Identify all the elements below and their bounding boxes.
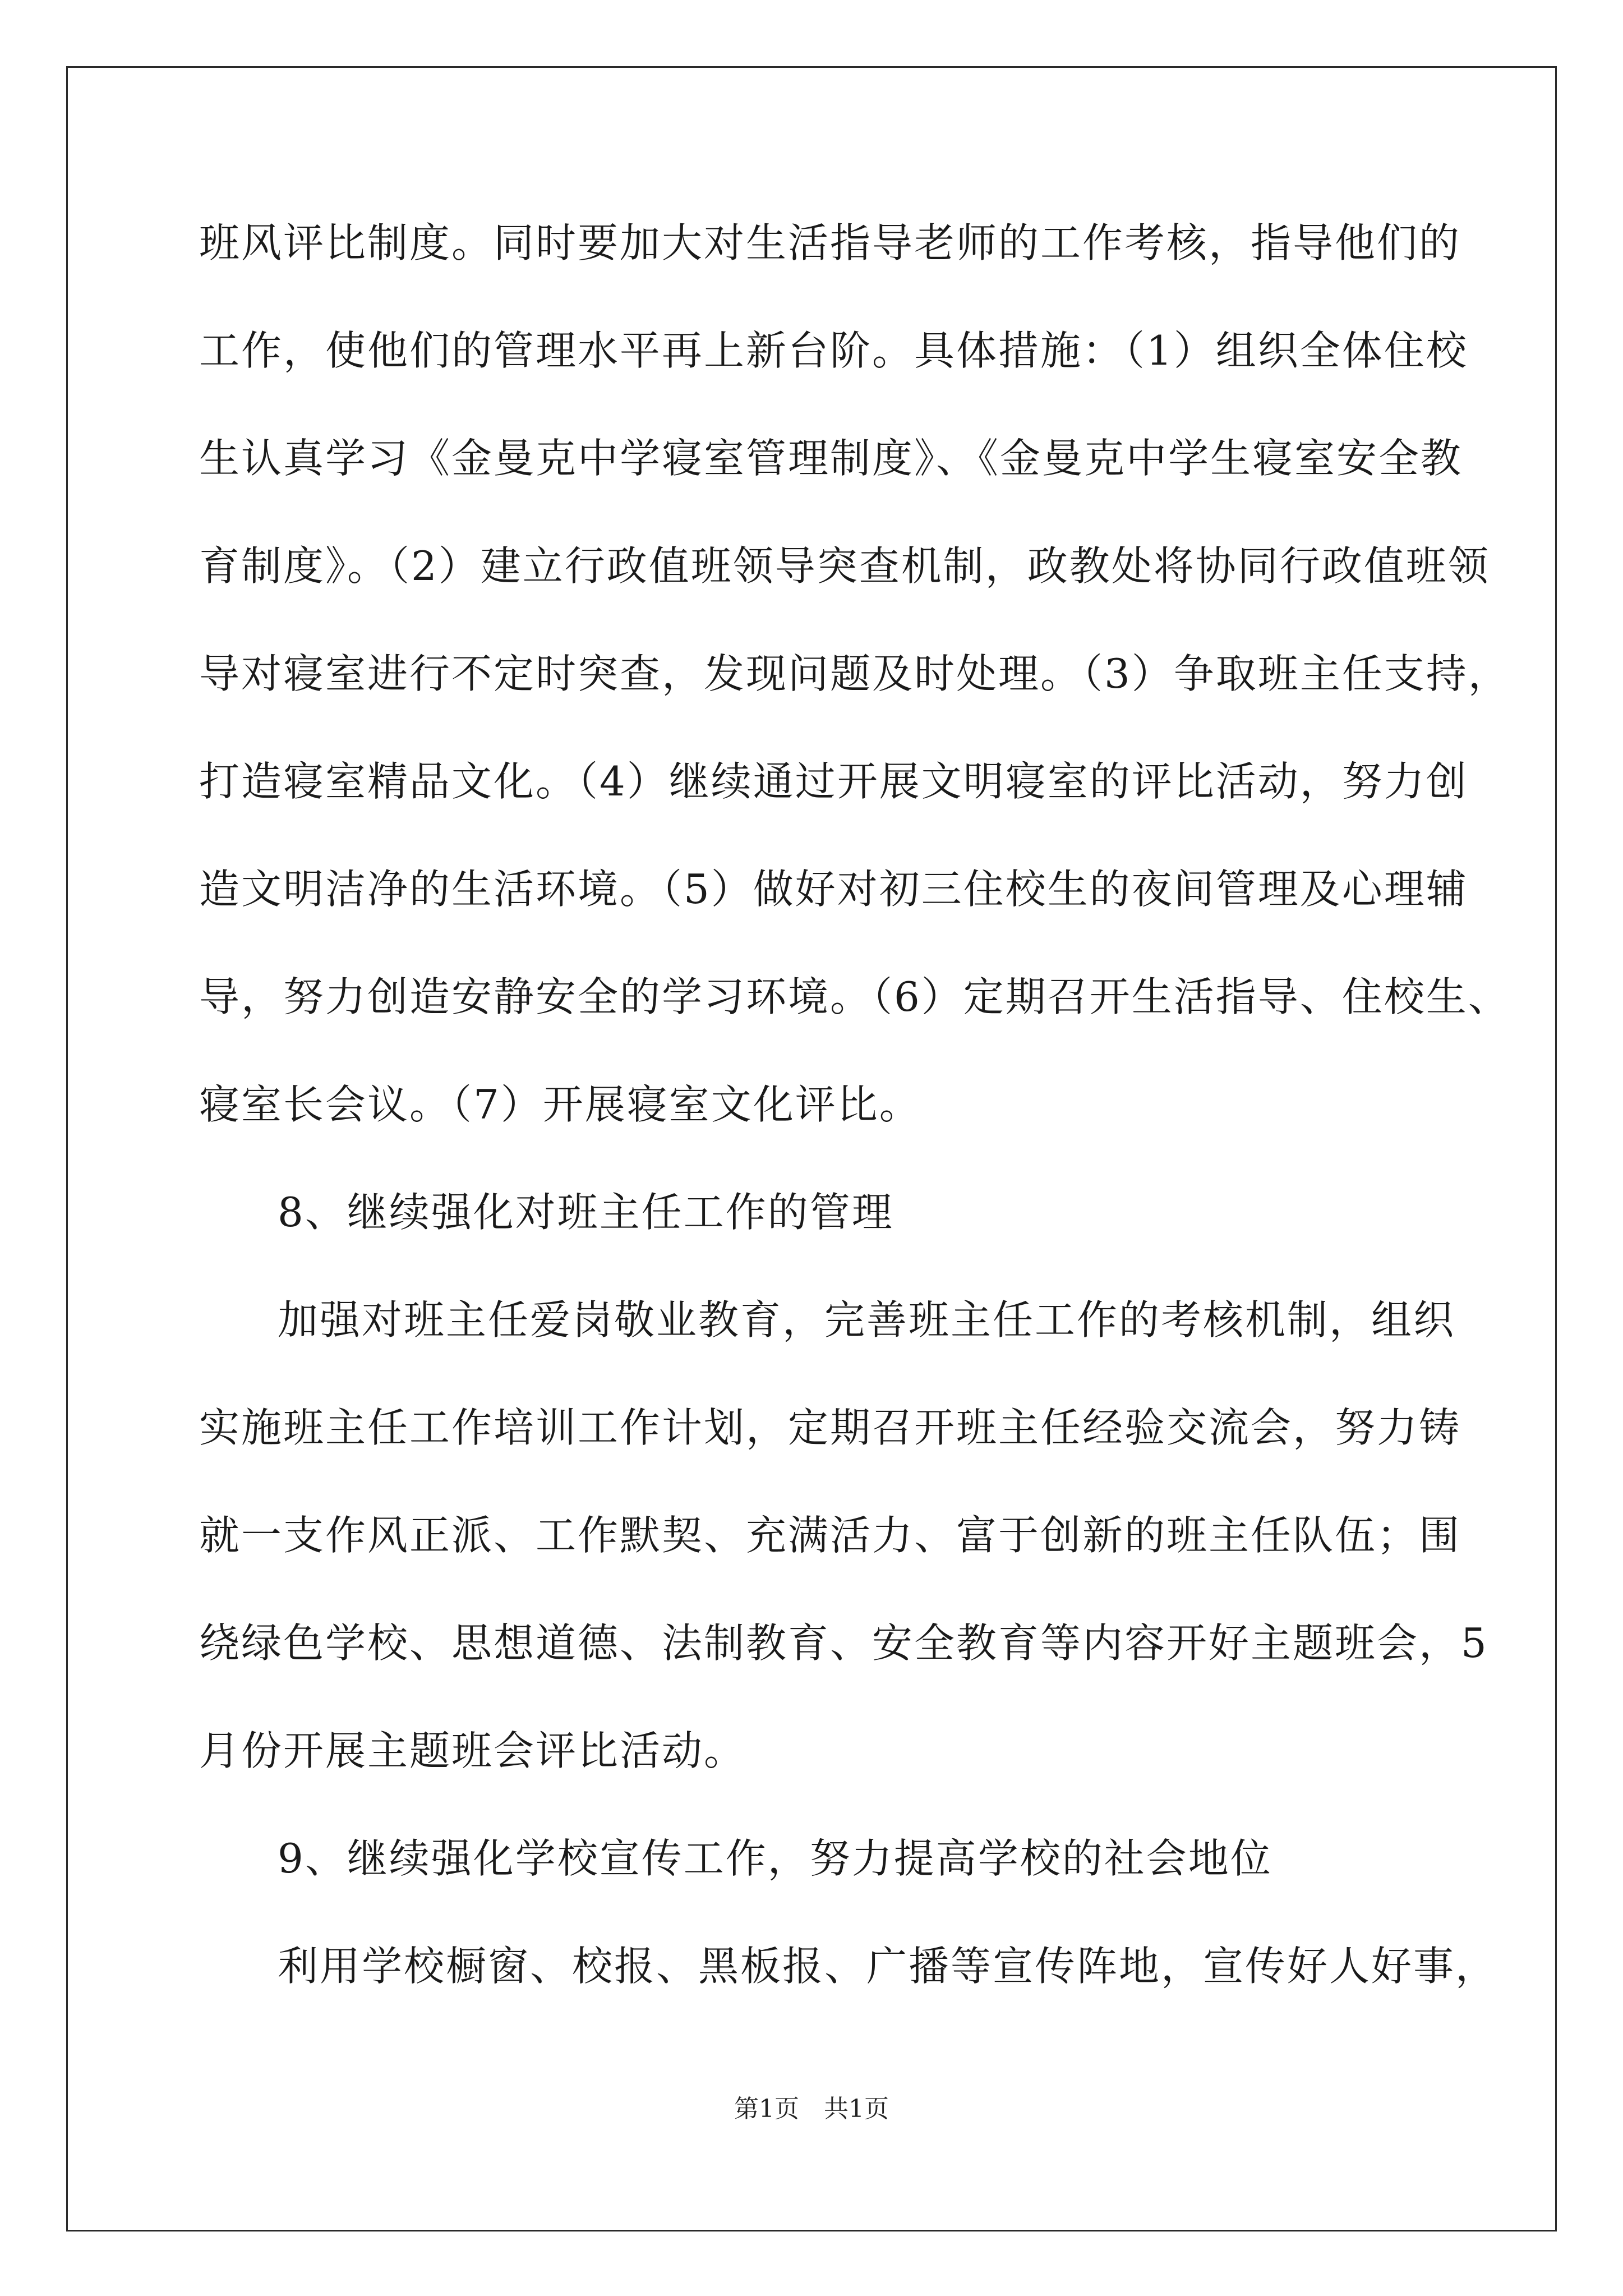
text-line: 导对寝室进行不定时突查，发现问题及时处理。（3）争取班主任支持， [199, 650, 1510, 697]
page-number: 第1页 共1页 [734, 2095, 889, 2123]
text-line: 利用学校橱窗、校报、黑板报、广播等宣传阵地，宣传好人好事， [278, 1943, 1498, 1990]
section-heading: 8、继续强化对班主任工作的管理 [278, 1189, 894, 1236]
text-line: 工作，使他们的管理水平再上新台阶。具体措施：（1）组织全体住校 [199, 327, 1468, 374]
text-line: 生认真学习《金曼克中学寝室管理制度》、《金曼克中学生寝室安全教 [199, 435, 1463, 482]
text-line: 导，努力创造安静安全的学习环境。（6）定期召开生活指导、住校生、 [199, 973, 1510, 1020]
text-line: 实施班主任工作培训工作计划，定期召开班主任经验交流会，努力铸 [199, 1404, 1461, 1451]
text-line: 打造寝室精品文化。（4）继续通过开展文明寝室的评比活动，努力创 [199, 758, 1468, 805]
text-line: 就一支作风正派、工作默契、充满活力、富于创新的班主任队伍；围 [199, 1512, 1461, 1559]
text-line: 寝室长会议。（7）开展寝室文化评比。 [199, 1081, 921, 1128]
page-border [66, 66, 1557, 2231]
text-line: 月份开展主题班会评比活动。 [199, 1727, 746, 1774]
text-line: 加强对班主任爱岗敬业教育，完善班主任工作的考核机制，组织 [278, 1296, 1456, 1343]
text-line: 班风评比制度。同时要加大对生活指导老师的工作考核，指导他们的 [199, 219, 1461, 266]
text-line: 育制度》。（2）建立行政值班领导突查机制，政教处将协同行政值班领 [199, 542, 1490, 590]
section-heading: 9、继续强化学校宣传工作，努力提高学校的社会地位 [278, 1835, 1272, 1882]
text-line: 绕绿色学校、思想道德、法制教育、安全教育等内容开好主题班会，5 [199, 1619, 1488, 1667]
text-line: 造文明洁净的生活环境。（5）做好对初三住校生的夜间管理及心理辅 [199, 866, 1468, 913]
